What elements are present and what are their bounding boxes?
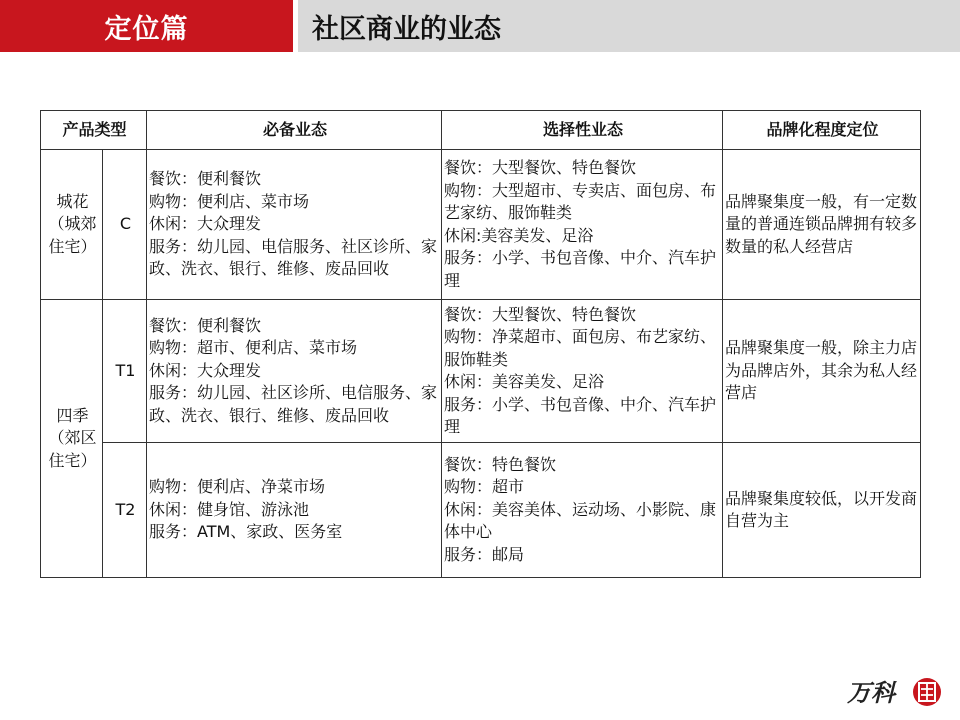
- table-row: [41, 150, 921, 300]
- list-item: 服务：幼儿园、社区诊所、电信服务、家政、洗衣、银行、维修、废品回收: [149, 383, 438, 425]
- list-item: 餐饮：大型餐饮、特色餐饮: [444, 304, 637, 324]
- required-formats-cell: [147, 300, 442, 443]
- title-banner: [298, 0, 960, 52]
- optional-formats-cell: [442, 150, 723, 300]
- list-item: 休闲:美容美发、足浴: [444, 225, 594, 245]
- list-item: 休闲：健身馆、游泳池: [149, 499, 310, 519]
- list-item: 购物：便利店、净菜市场: [149, 477, 326, 497]
- project-name-line: 住宅）: [48, 450, 97, 470]
- product-type-cell: T2: [103, 443, 147, 578]
- list-item: 餐饮：大型餐饮、特色餐饮: [444, 158, 637, 177]
- project-name-line: （郊区: [48, 428, 97, 448]
- project-name-line: 城花: [56, 191, 89, 211]
- list-item: 休闲：美容美发、足浴: [444, 372, 605, 391]
- optional-formats-cell: [442, 443, 723, 578]
- list-item: 服务：幼儿园、电信服务、社区诊所、家政、洗衣、银行、维修、废品回收: [149, 236, 438, 279]
- vanke-logo: [845, 672, 945, 712]
- list-item: 购物：便利店、菜市场: [149, 191, 310, 211]
- required-formats-cell: [147, 443, 442, 578]
- section-label: 定位篇: [104, 13, 189, 45]
- list-item: 休闲：大众理发: [149, 360, 262, 380]
- list-item: 服务：邮局: [444, 544, 525, 564]
- list-item: 餐饮：特色餐饮: [444, 454, 557, 474]
- logo-seal-icon: [913, 678, 941, 706]
- required-formats-cell: [147, 150, 442, 300]
- list-item: 餐饮：便利餐饮: [149, 169, 262, 189]
- project-name-line: （城郊: [48, 214, 97, 234]
- list-item: 购物：净菜超市、面包房、布艺家纺、服饰鞋类: [444, 327, 717, 369]
- list-item: 餐饮：便利餐饮: [149, 315, 262, 335]
- list-item: 休闲：美容美体、运动场、小影院、康体中心: [444, 499, 717, 542]
- branding-cell: 品牌聚集度一般，除主力店为品牌店外，其余为私人经营店: [723, 300, 921, 443]
- list-item: 服务：ATM、家政、医务室: [149, 522, 343, 542]
- header-branding: 品牌化程度定位: [723, 111, 921, 150]
- list-item: 休闲：大众理发: [149, 214, 262, 234]
- table-row: [41, 300, 921, 443]
- header-required: 必备业态: [147, 111, 442, 150]
- list-item: 购物：大型超市、专卖店、面包房、布艺家纺、服饰鞋类: [444, 180, 717, 222]
- section-label-banner: [0, 0, 293, 52]
- branding-cell: 品牌聚集度一般，有一定数量的普通连锁品牌拥有较多数量的私人经营店: [723, 150, 921, 300]
- project-name-line: 四季: [56, 405, 89, 425]
- product-type-cell: C: [103, 150, 147, 300]
- list-item: 服务：小学、书包音像、中介、汽车护理: [444, 394, 717, 436]
- table-header-row: [41, 111, 921, 150]
- table-row: [41, 443, 921, 578]
- business-format-table: [40, 110, 921, 578]
- list-item: 服务：小学、书包音像、中介、汽车护理: [444, 248, 717, 290]
- branding-cell: 品牌聚集度较低，以开发商自营为主: [723, 443, 921, 578]
- project-name-line: 住宅）: [48, 236, 97, 256]
- page-title: 社区商业的业态: [312, 13, 501, 45]
- product-type-cell: T1: [103, 300, 147, 443]
- project-name-cell: [41, 150, 103, 300]
- project-name-cell: [41, 300, 103, 578]
- header-product-type: 产品类型: [41, 111, 147, 150]
- logo-text: 万科: [847, 679, 895, 707]
- optional-formats-cell: [442, 300, 723, 443]
- list-item: 购物：超市、便利店、菜市场: [149, 338, 358, 358]
- list-item: 购物：超市: [444, 477, 525, 497]
- header-optional: 选择性业态: [442, 111, 723, 150]
